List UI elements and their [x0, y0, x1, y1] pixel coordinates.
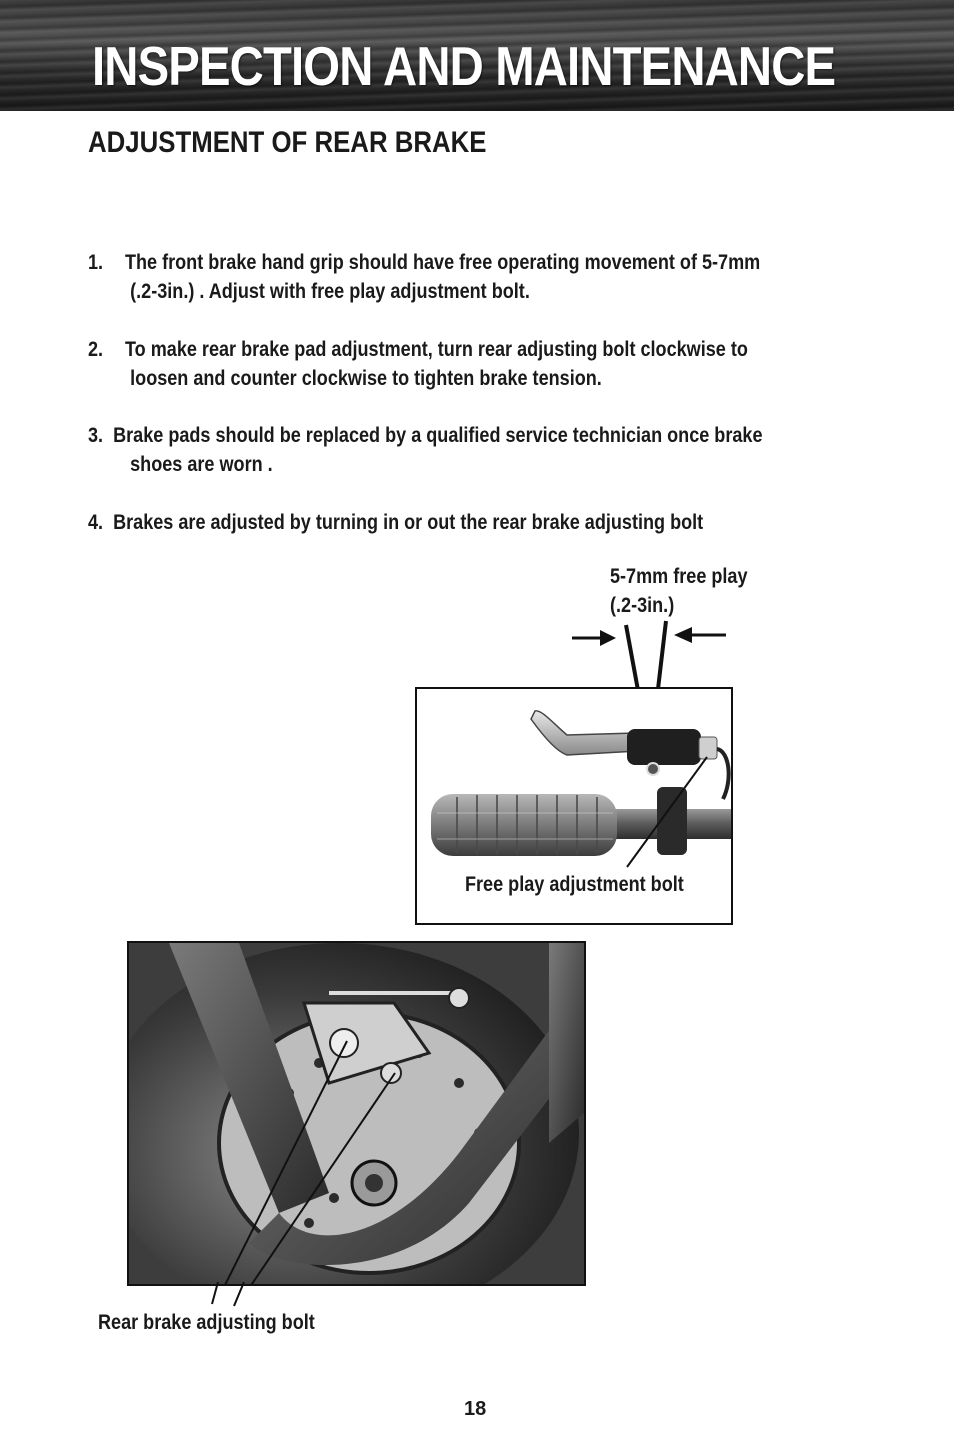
- step-text: To make rear brake pad adjustment, turn rear adjusting bolt clockwise to: [124, 338, 748, 361]
- page-number: 18: [464, 1398, 487, 1420]
- step-text-continued: shoes are worn .: [130, 453, 273, 476]
- step-number: 2.: [88, 338, 104, 361]
- rear-brake-illustration: [129, 943, 584, 1284]
- rear-brake-adjusting-bolt-caption: Rear brake adjusting bolt: [98, 1311, 315, 1334]
- step-text: Brake pads should be replaced by a qualified service technician once brake: [113, 424, 763, 447]
- step-3: [88, 421, 848, 479]
- free-play-measurement: (.2-3in.): [610, 594, 675, 617]
- free-play-adjustment-bolt-caption: Free play adjustment bolt: [465, 873, 684, 896]
- page-title: INSPECTION AND MAINTENANCE: [92, 35, 836, 97]
- section-heading: ADJUSTMENT OF REAR BRAKE: [88, 126, 487, 159]
- step-text: Brakes are adjusted by turning in or out the rear brake adjusting bolt: [113, 511, 704, 534]
- step-text-continued: (.2-3in.) . Adjust with free play adjustment bolt.: [130, 280, 530, 303]
- step-number: 1.: [88, 251, 104, 274]
- arrow-left-icon: [674, 627, 726, 643]
- header-banner: [0, 0, 954, 111]
- arrow-right-icon: [572, 630, 616, 646]
- rear-brake-photo: [127, 941, 586, 1286]
- rear-brake-leader-lines: [200, 1282, 260, 1308]
- step-2: [88, 335, 848, 393]
- handgrip-photo: [415, 687, 733, 925]
- step-1: [88, 248, 848, 306]
- step-4: [88, 508, 848, 537]
- step-number: 3.: [88, 424, 104, 447]
- step-text-continued: loosen and counter clockwise to tighten brake tension.: [130, 367, 602, 390]
- step-number: 4.: [88, 511, 104, 534]
- free-play-label: 5-7mm free play: [610, 565, 748, 588]
- step-text: The front brake hand grip should have free operating movement of 5-7mm: [124, 251, 761, 274]
